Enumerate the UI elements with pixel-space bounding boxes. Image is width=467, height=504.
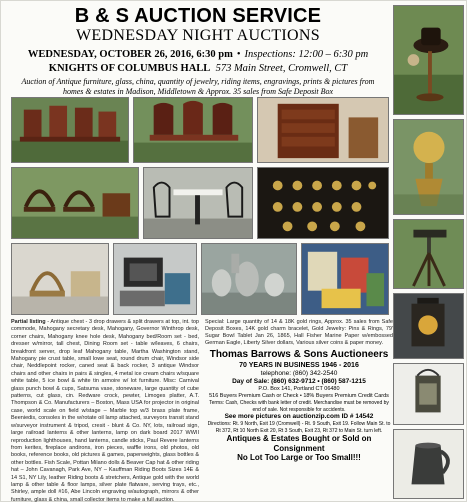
auction-subtitle: WEDNESDAY NIGHT AUCTIONS: [76, 27, 320, 44]
photo-pewter-pitcher: [393, 429, 464, 499]
telephone: telephone: (860) 342-2540: [260, 370, 338, 377]
inspection-times: Inspections: 12:00 – 6:30 pm: [244, 49, 369, 60]
photo-hand-lantern: [393, 363, 464, 425]
day-of-sale-phone: Day of Sale: (860) 632-9712 • (860) 587-1215: [232, 378, 366, 385]
ad-header: [7, 5, 389, 97]
buyers-premium: 516 Buyers Premium Cash or Check • 18% Buyers Premium Credit Cards: [209, 393, 389, 399]
tagline-consignment: Antiques & Estates Bought or Sold on Consignment: [226, 434, 372, 453]
photo-dining-chairs: [11, 97, 129, 163]
date-line: WEDNESDAY, OCTOBER 26, 2016, 6:30 pm • Inspections: 12:00 – 6:30 pm: [27, 49, 369, 60]
venue-line: [7, 62, 389, 75]
photo-railroad-lantern: [393, 293, 464, 359]
photo-rocker-chairs: [11, 243, 109, 315]
photo-mahogany-chest: [257, 97, 389, 163]
po-box: P.O. Box 141, Portland CT 06480: [258, 386, 340, 392]
venue-address: 573 Main Street, Cromwell, CT: [215, 63, 348, 74]
photo-glass-oil-lamp: [393, 119, 464, 215]
photo-jewelry-display: [257, 167, 389, 239]
years-in-business: 70 YEARS IN BUSINESS 1946 - 2016: [239, 362, 359, 369]
auction-title: B & S AUCTION SERVICE: [74, 5, 322, 27]
venue-name: KNIGHTS OF COLUMBUS HALL: [48, 63, 211, 74]
directions: Directions: Rt. 9 North, Exit 19 (Cromwell) - Rt. 9 South, Exit 19. Follow Main St. to Rt 372, Rt 10 North Exit 20, Rt 3 South, Exit 23, Rt 372 to Main St. turn left.: [207, 421, 391, 434]
photo-queen-anne-chairs: [133, 97, 253, 163]
photo-ice-cream-table: [143, 167, 253, 239]
partial-listing-text: [11, 319, 199, 503]
photo-windsor-chairs: [11, 167, 139, 239]
special-items-text: Special: Large quantity of 14 & 18K gold rings, Approx. 35 sales from Safe Deposit Boxes, 14K gold charm bracelet, Gold Jewelry: Pins & Rings, 79' Sugar Bowl Tablet Jan 26, 1865, Hall Fisher Marine Paper w/embossed German Eagle, Liberty Silver dollars, Various silver coins & paper money.: [205, 319, 393, 346]
photo-pewter-collection: [201, 243, 297, 315]
photo-projector-case: [113, 243, 197, 315]
auctionzip-link[interactable]: See more pictures on auctionzip.com ID # 14542: [224, 413, 374, 420]
company-name: Thomas Barrows & Sons Auctioneers: [209, 349, 389, 360]
company-info: [205, 349, 393, 463]
listing-label: Partial listing: [11, 319, 46, 325]
photo-hat-on-stand: [393, 5, 464, 115]
photo-books-and-prints: [301, 243, 389, 315]
auction-date: WEDNESDAY, OCTOBER 26, 2016, 6:30 pm: [27, 49, 233, 60]
photo-surveyor-transit: [393, 219, 464, 289]
terms: Terms: Cash, Checks with bank letter of credit. Merchandise must be removed by end of sale. Not responsible for accidents.: [209, 400, 389, 413]
tagline-no-lot: No Lot Too Large or Too Small!!!: [237, 453, 361, 462]
auction-intro: Auction of Antique furniture, glass, china, quantity of jewelry, riding items, engravings, prints & pictures from homes & estates in Madison, Middletown & Approx. 35 sales from Safe Deposit Box: [21, 77, 375, 96]
listing-body: - Antique chest - 3 drop drawers & split drawers at top, int. top commode, Mahogany secretary desk, Mahogany, Governor Winthrop desk, corner chairs, Mahogany knee hole desk, Mahogany bed/Room set - bed, dresser w/mirror, tall chest, Dining Room set - table w/leaves, 6 chairs, breakfront server, drop leaf Mahogany table, Martha Washington stand, Mahogany pie crust table, small lowe seat, round drum chair, Windsor side chair, Neddlepoint rocker, caned seat & back rocker, 3 antique Windsor chairs and other chairs in pairs & singles, 4 metal ice cream chairs w/square white table, 5 ice bowl & white tin armoire w/ lot furniture. Misc: Carnival glass punch bowl & cups, Satsuma vase, stoneware, large quantity of cube patterns, cut glass, cin. Redware crock, pewter, Limoges platter, A.T. Thompson & Co. Manufacturers – Boston, Mass USA for projector in original case, world scale on field w/stage – Marble top w/3 brass plate frame, Beeniedis, consoles in the w/rotate oil lamp attached, surveyors transit stand w/surveyor instrument & tripod, cresit - blunt & Co. NY, lots, railroad sign, large railroad lanterns & other lanterns, lamp on dark board 2017 WWII reproduction lighthouses, hand lanterns, candle sticks, Paul Revere lanterns from kerites, fireplace andirons, iron pieces, waffle irons, old photos, old books, reference books, old pictures & games, paperweights, glass bottles & other bottles. Fish Scale, Pottan Milano dolls & Beaver Cap hat & other riding hat – John Cavanagh, Park Ave, NY – Kauffman Riding Boots Sizes 14E & 14 S1, NY Lily, leather Riding boots & stretchers, Antique gold with the world lamp & other table & floor lamps, silver plate flatware, serving trays, etc., Shirley, ample doll #16, Abe Lincoln engraving w/autograph, mirrors & other furniture, glass & china, small collector items to make a full auction.: [11, 319, 199, 503]
